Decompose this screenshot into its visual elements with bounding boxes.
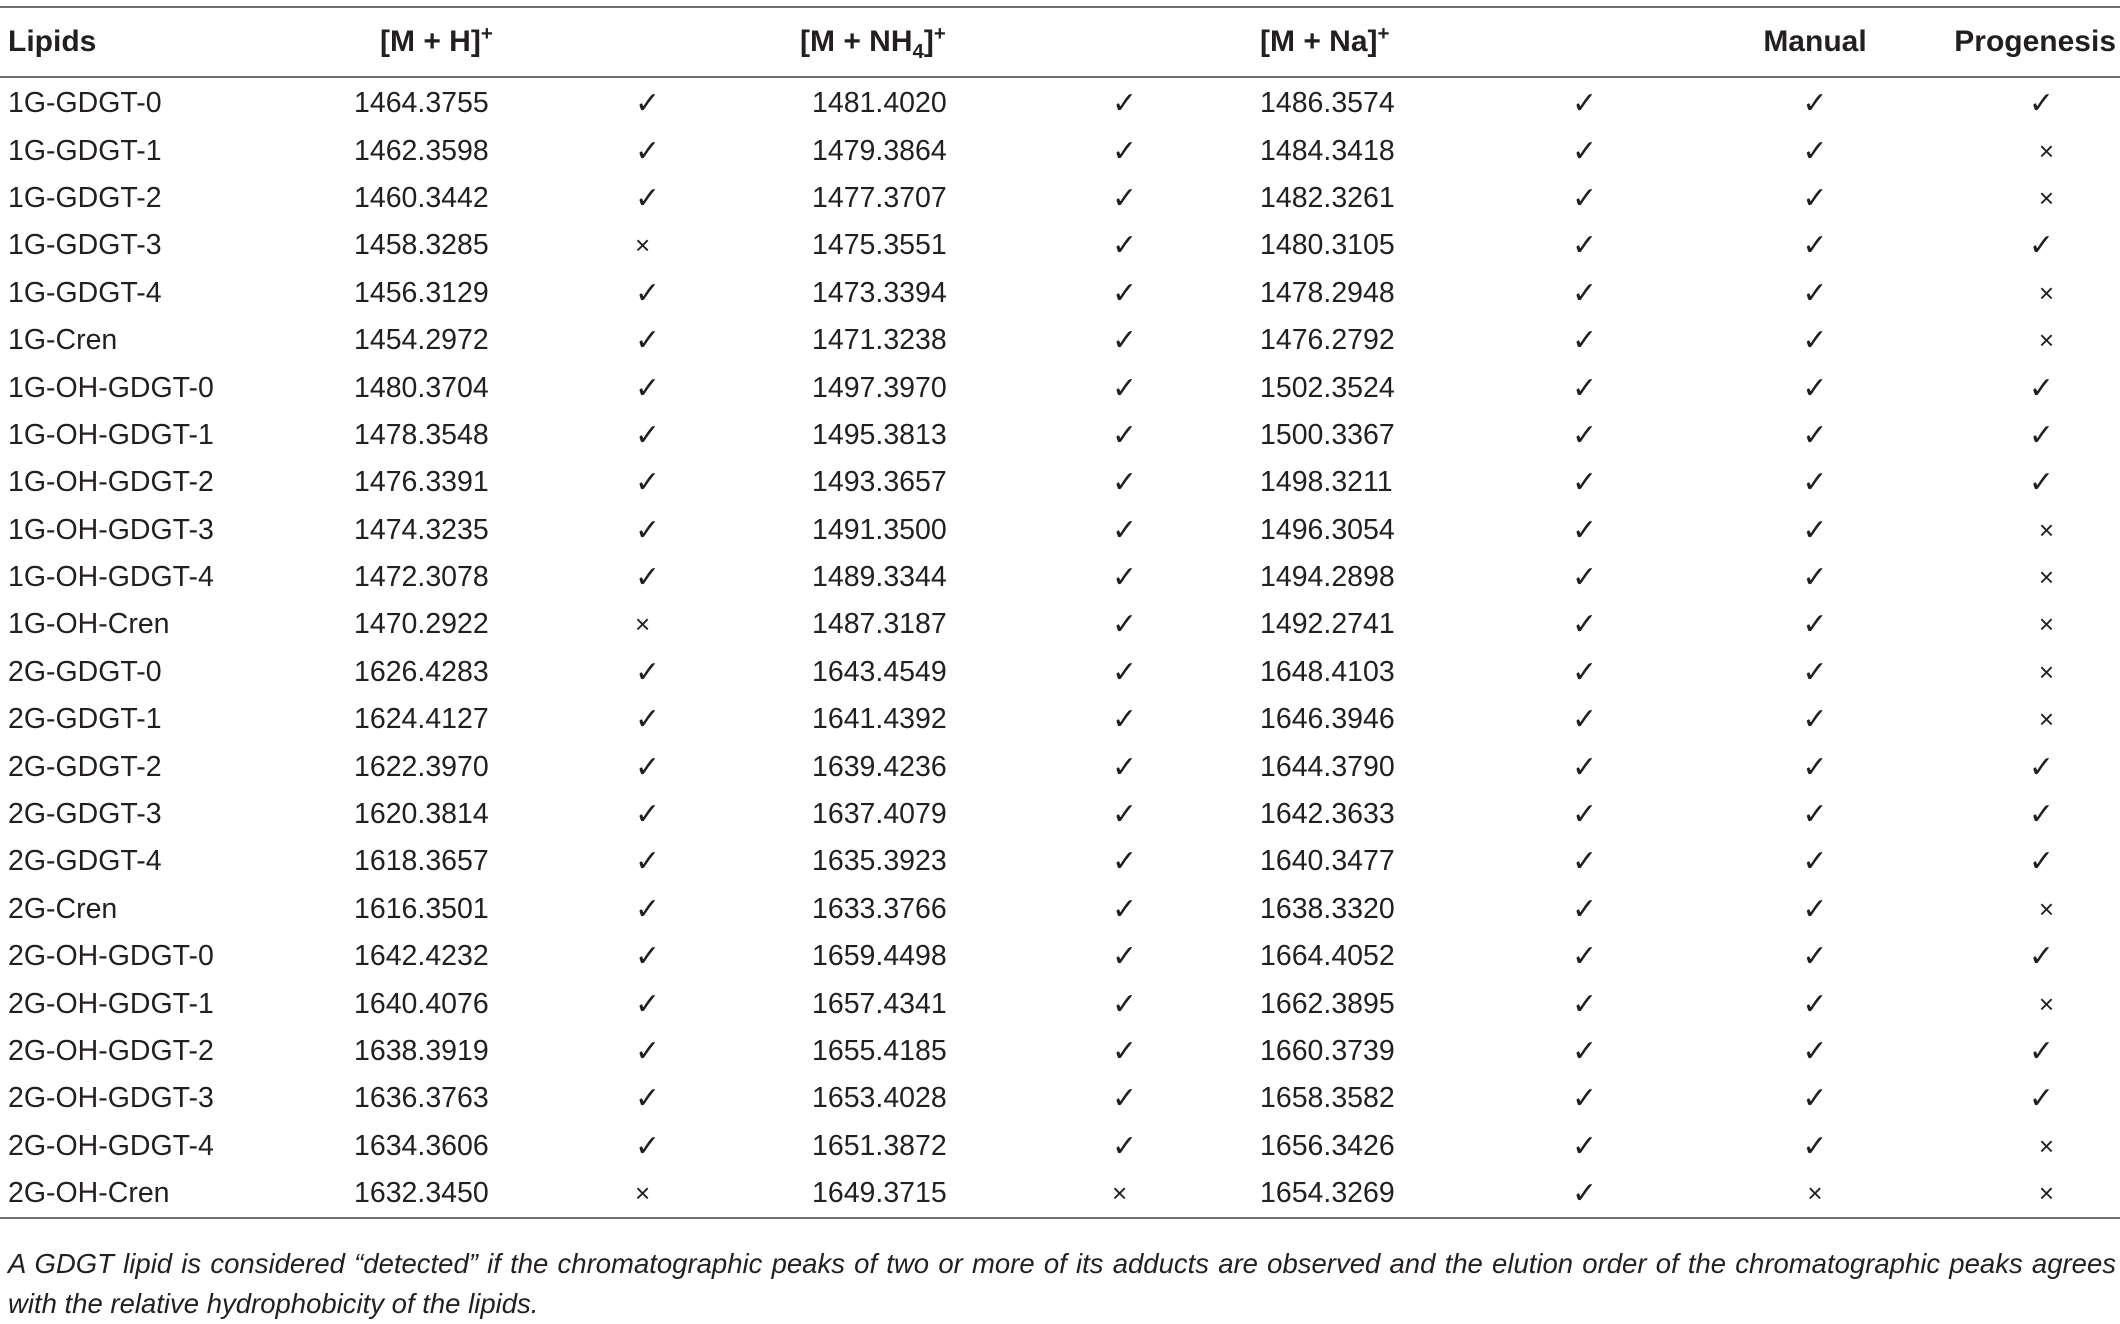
table-footnote: A GDGT lipid is considered “detected” if the chromatographic peaks of two or more of its adducts are observed and the elution order of the chromatographic peaks agrees with the relative hydrophobicity of the lipids.: [8, 1248, 2116, 1319]
cell-progenesis-detected: ×: [2038, 1178, 2054, 1209]
table-row: [0, 886, 2120, 933]
cell-m-plus-na-detected: ✓: [1572, 1177, 1598, 1211]
table-row: [0, 175, 2120, 222]
header-spacer-2: [1090, 8, 1240, 76]
cell-manual-detected: ✓: [1802, 1082, 1828, 1116]
cell-m-plus-nh4-detected: ✓: [1112, 371, 1138, 405]
cell-m-plus-nh4-detected: ✓: [1112, 798, 1138, 832]
cell-m-plus-na-detected: ✓: [1572, 1129, 1598, 1163]
cell-m-plus-na-mass: 1482.3261: [1260, 181, 1395, 214]
table-row: [0, 78, 2120, 127]
cell-m-plus-na-detected: ✓: [1572, 418, 1598, 452]
cell-lipid-name: 2G-OH-GDGT-3: [8, 1082, 214, 1115]
cell-m-plus-nh4-mass: 1635.3923: [812, 845, 947, 878]
table-row: [0, 696, 2120, 743]
cell-m-plus-h-mass: 1634.3606: [354, 1129, 489, 1162]
cell-m-plus-nh4-mass: 1493.3657: [812, 466, 947, 499]
cell-m-plus-nh4-detected: ✓: [1112, 703, 1138, 737]
cell-progenesis-detected: ×: [2038, 514, 2054, 545]
header-m-plus-nh4-subscript: 4: [912, 41, 924, 63]
cell-m-plus-nh4-mass: 1477.3707: [812, 181, 947, 214]
cell-m-plus-na-mass: 1646.3946: [1260, 703, 1395, 736]
cell-m-plus-nh4-mass: 1479.3864: [812, 134, 947, 167]
cell-m-plus-nh4-mass: 1491.3500: [812, 513, 947, 546]
cell-m-plus-nh4-detected: ✓: [1112, 418, 1138, 452]
cell-m-plus-h-mass: 1478.3548: [354, 418, 489, 451]
cell-m-plus-nh4-mass: 1489.3344: [812, 561, 947, 594]
table-row: [0, 1123, 2120, 1170]
cell-progenesis-detected: ✓: [2028, 798, 2054, 832]
cell-m-plus-na-mass: 1496.3054: [1260, 513, 1395, 546]
table-row: [0, 459, 2120, 506]
cell-m-plus-na-detected: ✓: [1572, 466, 1598, 500]
header-m-plus-nh4-close: ]: [923, 25, 934, 58]
cell-m-plus-h-mass: 1474.3235: [354, 513, 489, 546]
cell-progenesis-detected: ×: [2038, 656, 2054, 687]
cell-m-plus-h-mass: 1636.3763: [354, 1082, 489, 1115]
cell-manual-detected: ✓: [1802, 134, 1828, 168]
cell-m-plus-na-mass: 1656.3426: [1260, 1129, 1395, 1162]
cell-m-plus-nh4-detected: ✓: [1112, 940, 1138, 974]
cell-progenesis-detected: ×: [2038, 135, 2054, 166]
cell-m-plus-na-detected: ✓: [1572, 324, 1598, 358]
cell-progenesis-detected: ×: [2038, 704, 2054, 735]
cell-lipid-name: 1G-GDGT-1: [8, 134, 162, 167]
cell-manual-detected: ✓: [1802, 703, 1828, 737]
table-row: [0, 554, 2120, 601]
cell-m-plus-h-detected: ✓: [635, 181, 661, 215]
cell-m-plus-h-detected: ✓: [635, 1082, 661, 1116]
cell-m-plus-nh4-detected: ✓: [1112, 324, 1138, 358]
cell-manual-detected: ✓: [1802, 87, 1828, 121]
cell-lipid-name: 2G-GDGT-0: [8, 655, 162, 688]
cell-m-plus-nh4-detected: ✓: [1112, 181, 1138, 215]
cell-m-plus-na-detected: ✓: [1572, 750, 1598, 784]
header-m-plus-na: [1240, 8, 1550, 76]
header-progenesis: Progenesis: [1954, 25, 2116, 58]
cell-m-plus-na-mass: 1648.4103: [1260, 655, 1395, 688]
cell-lipid-name: 2G-GDGT-4: [8, 845, 162, 878]
cell-m-plus-na-mass: 1484.3418: [1260, 134, 1395, 167]
table-row: [0, 601, 2120, 648]
cell-manual-detected: ✓: [1802, 798, 1828, 832]
cell-m-plus-na-mass: 1658.3582: [1260, 1082, 1395, 1115]
cell-manual-detected: ✓: [1802, 845, 1828, 879]
cell-m-plus-nh4-mass: 1639.4236: [812, 750, 947, 783]
cell-progenesis-detected: ×: [2038, 1130, 2054, 1161]
lipids-table: [0, 8, 2120, 1217]
table-row: [0, 1028, 2120, 1075]
cell-m-plus-h-detected: ✓: [635, 466, 661, 500]
cell-lipid-name: 2G-OH-GDGT-1: [8, 987, 214, 1020]
cell-m-plus-h-mass: 1640.4076: [354, 987, 489, 1020]
header-m-plus-h: [330, 8, 630, 76]
cell-m-plus-nh4-detected: ✓: [1112, 229, 1138, 263]
cell-m-plus-nh4-mass: 1471.3238: [812, 324, 947, 357]
cell-m-plus-h-detected: ✓: [635, 940, 661, 974]
cell-progenesis-detected: ✓: [2028, 845, 2054, 879]
cell-m-plus-na-mass: 1480.3105: [1260, 229, 1395, 262]
cell-m-plus-nh4-detected: ✓: [1112, 513, 1138, 547]
cell-m-plus-h-detected: ✓: [635, 134, 661, 168]
cell-m-plus-nh4-mass: 1659.4498: [812, 940, 947, 973]
cell-lipid-name: 1G-OH-GDGT-3: [8, 513, 214, 546]
cell-m-plus-h-detected: ✓: [635, 276, 661, 310]
cell-m-plus-na-detected: ✓: [1572, 1082, 1598, 1116]
cell-m-plus-h-detected: ✓: [635, 324, 661, 358]
cell-manual-detected: ✓: [1802, 987, 1828, 1021]
cell-m-plus-nh4-mass: 1473.3394: [812, 276, 947, 309]
cell-m-plus-nh4-detected: ✓: [1112, 561, 1138, 595]
cell-m-plus-na-detected: ✓: [1572, 229, 1598, 263]
cell-lipid-name: 2G-OH-GDGT-2: [8, 1035, 214, 1067]
cell-lipid-name: 2G-GDGT-3: [8, 798, 162, 831]
cell-m-plus-nh4-mass: 1643.4549: [812, 655, 947, 688]
cell-progenesis-detected: ×: [2038, 325, 2054, 356]
cell-progenesis-detected: ✓: [2028, 371, 2054, 405]
cell-m-plus-nh4-mass: 1657.4341: [812, 987, 947, 1020]
cell-m-plus-nh4-mass: 1637.4079: [812, 798, 947, 831]
cell-lipid-name: 2G-Cren: [8, 892, 118, 925]
cell-m-plus-na-detected: ✓: [1572, 371, 1598, 405]
cell-m-plus-na-detected: ✓: [1572, 87, 1598, 121]
table-row: [0, 222, 2120, 269]
cell-m-plus-h-mass: 1458.3285: [354, 229, 489, 262]
header-m-plus-h-base: [M + H]: [380, 25, 481, 58]
cell-m-plus-h-mass: 1620.3814: [354, 798, 489, 831]
cell-m-plus-na-mass: 1478.2948: [1260, 276, 1395, 309]
table-row: [0, 1075, 2120, 1122]
cell-m-plus-h-mass: 1632.3450: [354, 1177, 489, 1210]
cell-m-plus-h-detected: ×: [635, 1178, 651, 1209]
cell-m-plus-h-mass: 1470.2922: [354, 608, 489, 641]
cell-m-plus-nh4-mass: 1481.4020: [812, 87, 947, 120]
table-row: [0, 791, 2120, 838]
cell-lipid-name: 1G-OH-GDGT-0: [8, 371, 214, 404]
table-row: [0, 127, 2120, 174]
cell-m-plus-h-detected: ✓: [635, 418, 661, 452]
cell-manual-detected: ✓: [1802, 655, 1828, 689]
cell-m-plus-nh4-mass: 1633.3766: [812, 892, 947, 925]
table-bottom-rule: [0, 1217, 2120, 1219]
cell-m-plus-h-mass: 1464.3755: [354, 87, 489, 120]
cell-progenesis-detected: ×: [2038, 609, 2054, 640]
cell-m-plus-na-detected: ✓: [1572, 181, 1598, 215]
header-m-plus-nh4: [780, 8, 1090, 76]
cell-lipid-name: 2G-GDGT-2: [8, 750, 162, 783]
cell-m-plus-h-detected: ✓: [635, 371, 661, 405]
header-m-plus-na-charge: +: [1377, 23, 1390, 45]
cell-progenesis-detected: ✓: [2028, 418, 2054, 452]
cell-manual-detected: ✓: [1802, 1035, 1828, 1068]
cell-m-plus-na-mass: 1502.3524: [1260, 371, 1395, 404]
cell-manual-detected: ✓: [1802, 229, 1828, 263]
cell-manual-detected: ✓: [1802, 276, 1828, 310]
cell-m-plus-na-detected: ✓: [1572, 134, 1598, 168]
cell-m-plus-na-mass: 1500.3367: [1260, 418, 1395, 451]
cell-m-plus-nh4-detected: ✓: [1112, 87, 1138, 121]
cell-lipid-name: 1G-GDGT-3: [8, 229, 162, 262]
cell-lipid-name: 1G-Cren: [8, 324, 118, 357]
cell-m-plus-na-detected: ✓: [1572, 1035, 1598, 1068]
header-manual: Manual: [1763, 25, 1867, 58]
cell-m-plus-na-detected: ✓: [1572, 561, 1598, 595]
cell-lipid-name: 1G-GDGT-4: [8, 276, 162, 309]
cell-m-plus-h-mass: 1622.3970: [354, 750, 489, 783]
cell-m-plus-h-detected: ✓: [635, 892, 661, 926]
table-row: [0, 317, 2120, 364]
cell-m-plus-h-mass: 1638.3919: [354, 1035, 489, 1067]
table-row: [0, 743, 2120, 790]
cell-m-plus-nh4-detected: ✓: [1112, 1082, 1138, 1116]
cell-m-plus-na-mass: 1486.3574: [1260, 87, 1395, 120]
cell-progenesis-detected: ✓: [2028, 229, 2054, 263]
table-row: [0, 980, 2120, 1027]
header-m-plus-na-base: [M + Na]: [1260, 25, 1378, 58]
table-row: [0, 364, 2120, 411]
cell-manual-detected: ✓: [1802, 324, 1828, 358]
header-m-plus-nh4-charge: +: [933, 23, 946, 45]
cell-progenesis-detected: ✓: [2028, 750, 2054, 784]
cell-m-plus-h-mass: 1456.3129: [354, 276, 489, 309]
cell-m-plus-na-mass: 1640.3477: [1260, 845, 1395, 878]
table-row: [0, 270, 2120, 317]
cell-lipid-name: 1G-OH-GDGT-4: [8, 561, 214, 594]
cell-lipid-name: 2G-OH-Cren: [8, 1177, 170, 1210]
table-header: [0, 8, 2120, 78]
header-spacer-1: [630, 8, 780, 76]
cell-lipid-name: 2G-OH-GDGT-0: [8, 940, 214, 973]
cell-m-plus-na-mass: 1642.3633: [1260, 798, 1395, 831]
cell-m-plus-h-detected: ✓: [635, 845, 661, 879]
cell-m-plus-h-mass: 1624.4127: [354, 703, 489, 736]
header-row: [0, 8, 2120, 76]
header-lipids: Lipids: [8, 25, 97, 58]
cell-m-plus-h-detected: ✓: [635, 87, 661, 121]
cell-m-plus-na-mass: 1498.3211: [1260, 466, 1393, 499]
cell-m-plus-na-detected: ✓: [1572, 798, 1598, 832]
cell-progenesis-detected: ×: [2038, 893, 2054, 924]
cell-m-plus-h-mass: 1462.3598: [354, 134, 489, 167]
header-m-plus-h-charge: +: [480, 23, 493, 45]
cell-m-plus-nh4-mass: 1641.4392: [812, 703, 947, 736]
cell-manual-detected: ✓: [1802, 561, 1828, 595]
cell-m-plus-na-detected: ✓: [1572, 940, 1598, 974]
table-row: [0, 649, 2120, 696]
cell-m-plus-h-mass: 1476.3391: [354, 466, 489, 499]
cell-manual-detected: ✓: [1802, 750, 1828, 784]
cell-progenesis-detected: ×: [2038, 562, 2054, 593]
cell-lipid-name: 1G-OH-GDGT-1: [8, 418, 214, 451]
cell-m-plus-nh4-mass: 1475.3551: [812, 229, 947, 262]
cell-m-plus-h-detected: ✓: [635, 1129, 661, 1163]
cell-lipid-name: 1G-OH-Cren: [8, 608, 170, 641]
cell-m-plus-na-mass: 1476.2792: [1260, 324, 1395, 357]
cell-m-plus-nh4-mass: 1497.3970: [812, 371, 947, 404]
table-row: [0, 838, 2120, 885]
table-body: [0, 78, 2120, 1217]
cell-m-plus-h-detected: ✓: [635, 798, 661, 832]
cell-m-plus-h-detected: ✓: [635, 655, 661, 689]
cell-progenesis-detected: ✓: [2028, 87, 2054, 121]
cell-lipid-name: 1G-GDGT-0: [8, 87, 162, 120]
cell-progenesis-detected: ×: [2038, 182, 2054, 213]
table-row: [0, 1170, 2120, 1217]
cell-progenesis-detected: ✓: [2028, 1035, 2054, 1068]
cell-manual-detected: ✓: [1802, 181, 1828, 215]
cell-m-plus-nh4-mass: 1487.3187: [812, 608, 947, 641]
cell-manual-detected: ✓: [1802, 940, 1828, 974]
cell-progenesis-detected: ×: [2038, 988, 2054, 1019]
cell-m-plus-h-mass: 1460.3442: [354, 181, 489, 214]
header-m-plus-nh4-base: [M + NH: [800, 25, 913, 58]
cell-m-plus-h-detected: ×: [635, 609, 651, 640]
cell-m-plus-h-detected: ✓: [635, 513, 661, 547]
cell-manual-detected: ✓: [1802, 418, 1828, 452]
cell-m-plus-nh4-detected: ✓: [1112, 845, 1138, 879]
cell-m-plus-nh4-detected: ×: [1112, 1178, 1128, 1209]
cell-m-plus-nh4-detected: ✓: [1112, 892, 1138, 926]
cell-m-plus-h-mass: 1616.3501: [354, 892, 489, 925]
cell-progenesis-detected: ✓: [2028, 1082, 2054, 1116]
cell-m-plus-nh4-detected: ✓: [1112, 750, 1138, 784]
cell-m-plus-na-mass: 1654.3269: [1260, 1177, 1395, 1210]
cell-manual-detected: ✓: [1802, 513, 1828, 547]
cell-m-plus-na-mass: 1494.2898: [1260, 561, 1395, 594]
cell-m-plus-h-mass: 1472.3078: [354, 561, 489, 594]
cell-manual-detected: ×: [1807, 1178, 1823, 1209]
cell-lipid-name: 2G-OH-GDGT-4: [8, 1129, 214, 1162]
cell-manual-detected: ✓: [1802, 1129, 1828, 1163]
cell-lipid-name: 1G-OH-GDGT-2: [8, 466, 214, 499]
cell-m-plus-nh4-detected: ✓: [1112, 608, 1138, 642]
cell-m-plus-h-mass: 1618.3657: [354, 845, 489, 878]
cell-progenesis-detected: ✓: [2028, 940, 2054, 974]
cell-m-plus-na-mass: 1492.2741: [1260, 608, 1395, 641]
cell-lipid-name: 2G-GDGT-1: [8, 703, 162, 736]
header-spacer-3: [1550, 8, 1710, 76]
cell-m-plus-h-mass: 1626.4283: [354, 655, 489, 688]
cell-m-plus-nh4-mass: 1649.3715: [812, 1177, 947, 1210]
cell-m-plus-h-detected: ✓: [635, 703, 661, 737]
cell-m-plus-nh4-mass: 1651.3872: [812, 1129, 947, 1162]
cell-m-plus-na-mass: 1660.3739: [1260, 1035, 1395, 1067]
cell-m-plus-nh4-detected: ✓: [1112, 987, 1138, 1021]
cell-m-plus-nh4-detected: ✓: [1112, 655, 1138, 689]
cell-m-plus-h-detected: ✓: [635, 987, 661, 1021]
cell-m-plus-na-detected: ✓: [1572, 276, 1598, 310]
cell-m-plus-h-mass: 1454.2972: [354, 324, 489, 357]
cell-m-plus-nh4-detected: ✓: [1112, 1035, 1138, 1068]
cell-m-plus-na-detected: ✓: [1572, 845, 1598, 879]
cell-manual-detected: ✓: [1802, 608, 1828, 642]
cell-m-plus-nh4-mass: 1653.4028: [812, 1082, 947, 1115]
cell-m-plus-nh4-detected: ✓: [1112, 134, 1138, 168]
cell-progenesis-detected: ×: [2038, 277, 2054, 308]
cell-m-plus-na-mass: 1662.3895: [1260, 987, 1395, 1020]
table-row: [0, 412, 2120, 459]
table-row: [0, 507, 2120, 554]
cell-m-plus-na-detected: ✓: [1572, 892, 1598, 926]
cell-m-plus-na-mass: 1664.4052: [1260, 940, 1395, 973]
cell-m-plus-h-mass: 1642.4232: [354, 940, 489, 973]
cell-manual-detected: ✓: [1802, 892, 1828, 926]
cell-m-plus-nh4-detected: ✓: [1112, 466, 1138, 500]
table-row: [0, 933, 2120, 980]
cell-m-plus-na-detected: ✓: [1572, 608, 1598, 642]
cell-m-plus-h-detected: ✓: [635, 561, 661, 595]
cell-m-plus-nh4-detected: ✓: [1112, 276, 1138, 310]
cell-m-plus-h-mass: 1480.3704: [354, 371, 489, 404]
cell-manual-detected: ✓: [1802, 371, 1828, 405]
cell-m-plus-na-detected: ✓: [1572, 655, 1598, 689]
cell-m-plus-na-mass: 1638.3320: [1260, 892, 1395, 925]
cell-m-plus-h-detected: ×: [635, 230, 651, 261]
table-container: [0, 6, 2120, 1219]
cell-m-plus-nh4-mass: 1495.3813: [812, 418, 947, 451]
cell-m-plus-na-mass: 1644.3790: [1260, 750, 1395, 783]
cell-m-plus-na-detected: ✓: [1572, 703, 1598, 737]
cell-m-plus-h-detected: ✓: [635, 750, 661, 784]
cell-m-plus-h-detected: ✓: [635, 1035, 661, 1068]
cell-m-plus-na-detected: ✓: [1572, 513, 1598, 547]
cell-manual-detected: ✓: [1802, 466, 1828, 500]
cell-progenesis-detected: ✓: [2028, 466, 2054, 500]
cell-m-plus-nh4-mass: 1655.4185: [812, 1035, 947, 1067]
cell-lipid-name: 1G-GDGT-2: [8, 181, 162, 214]
cell-m-plus-na-detected: ✓: [1572, 987, 1598, 1021]
cell-m-plus-nh4-detected: ✓: [1112, 1129, 1138, 1163]
